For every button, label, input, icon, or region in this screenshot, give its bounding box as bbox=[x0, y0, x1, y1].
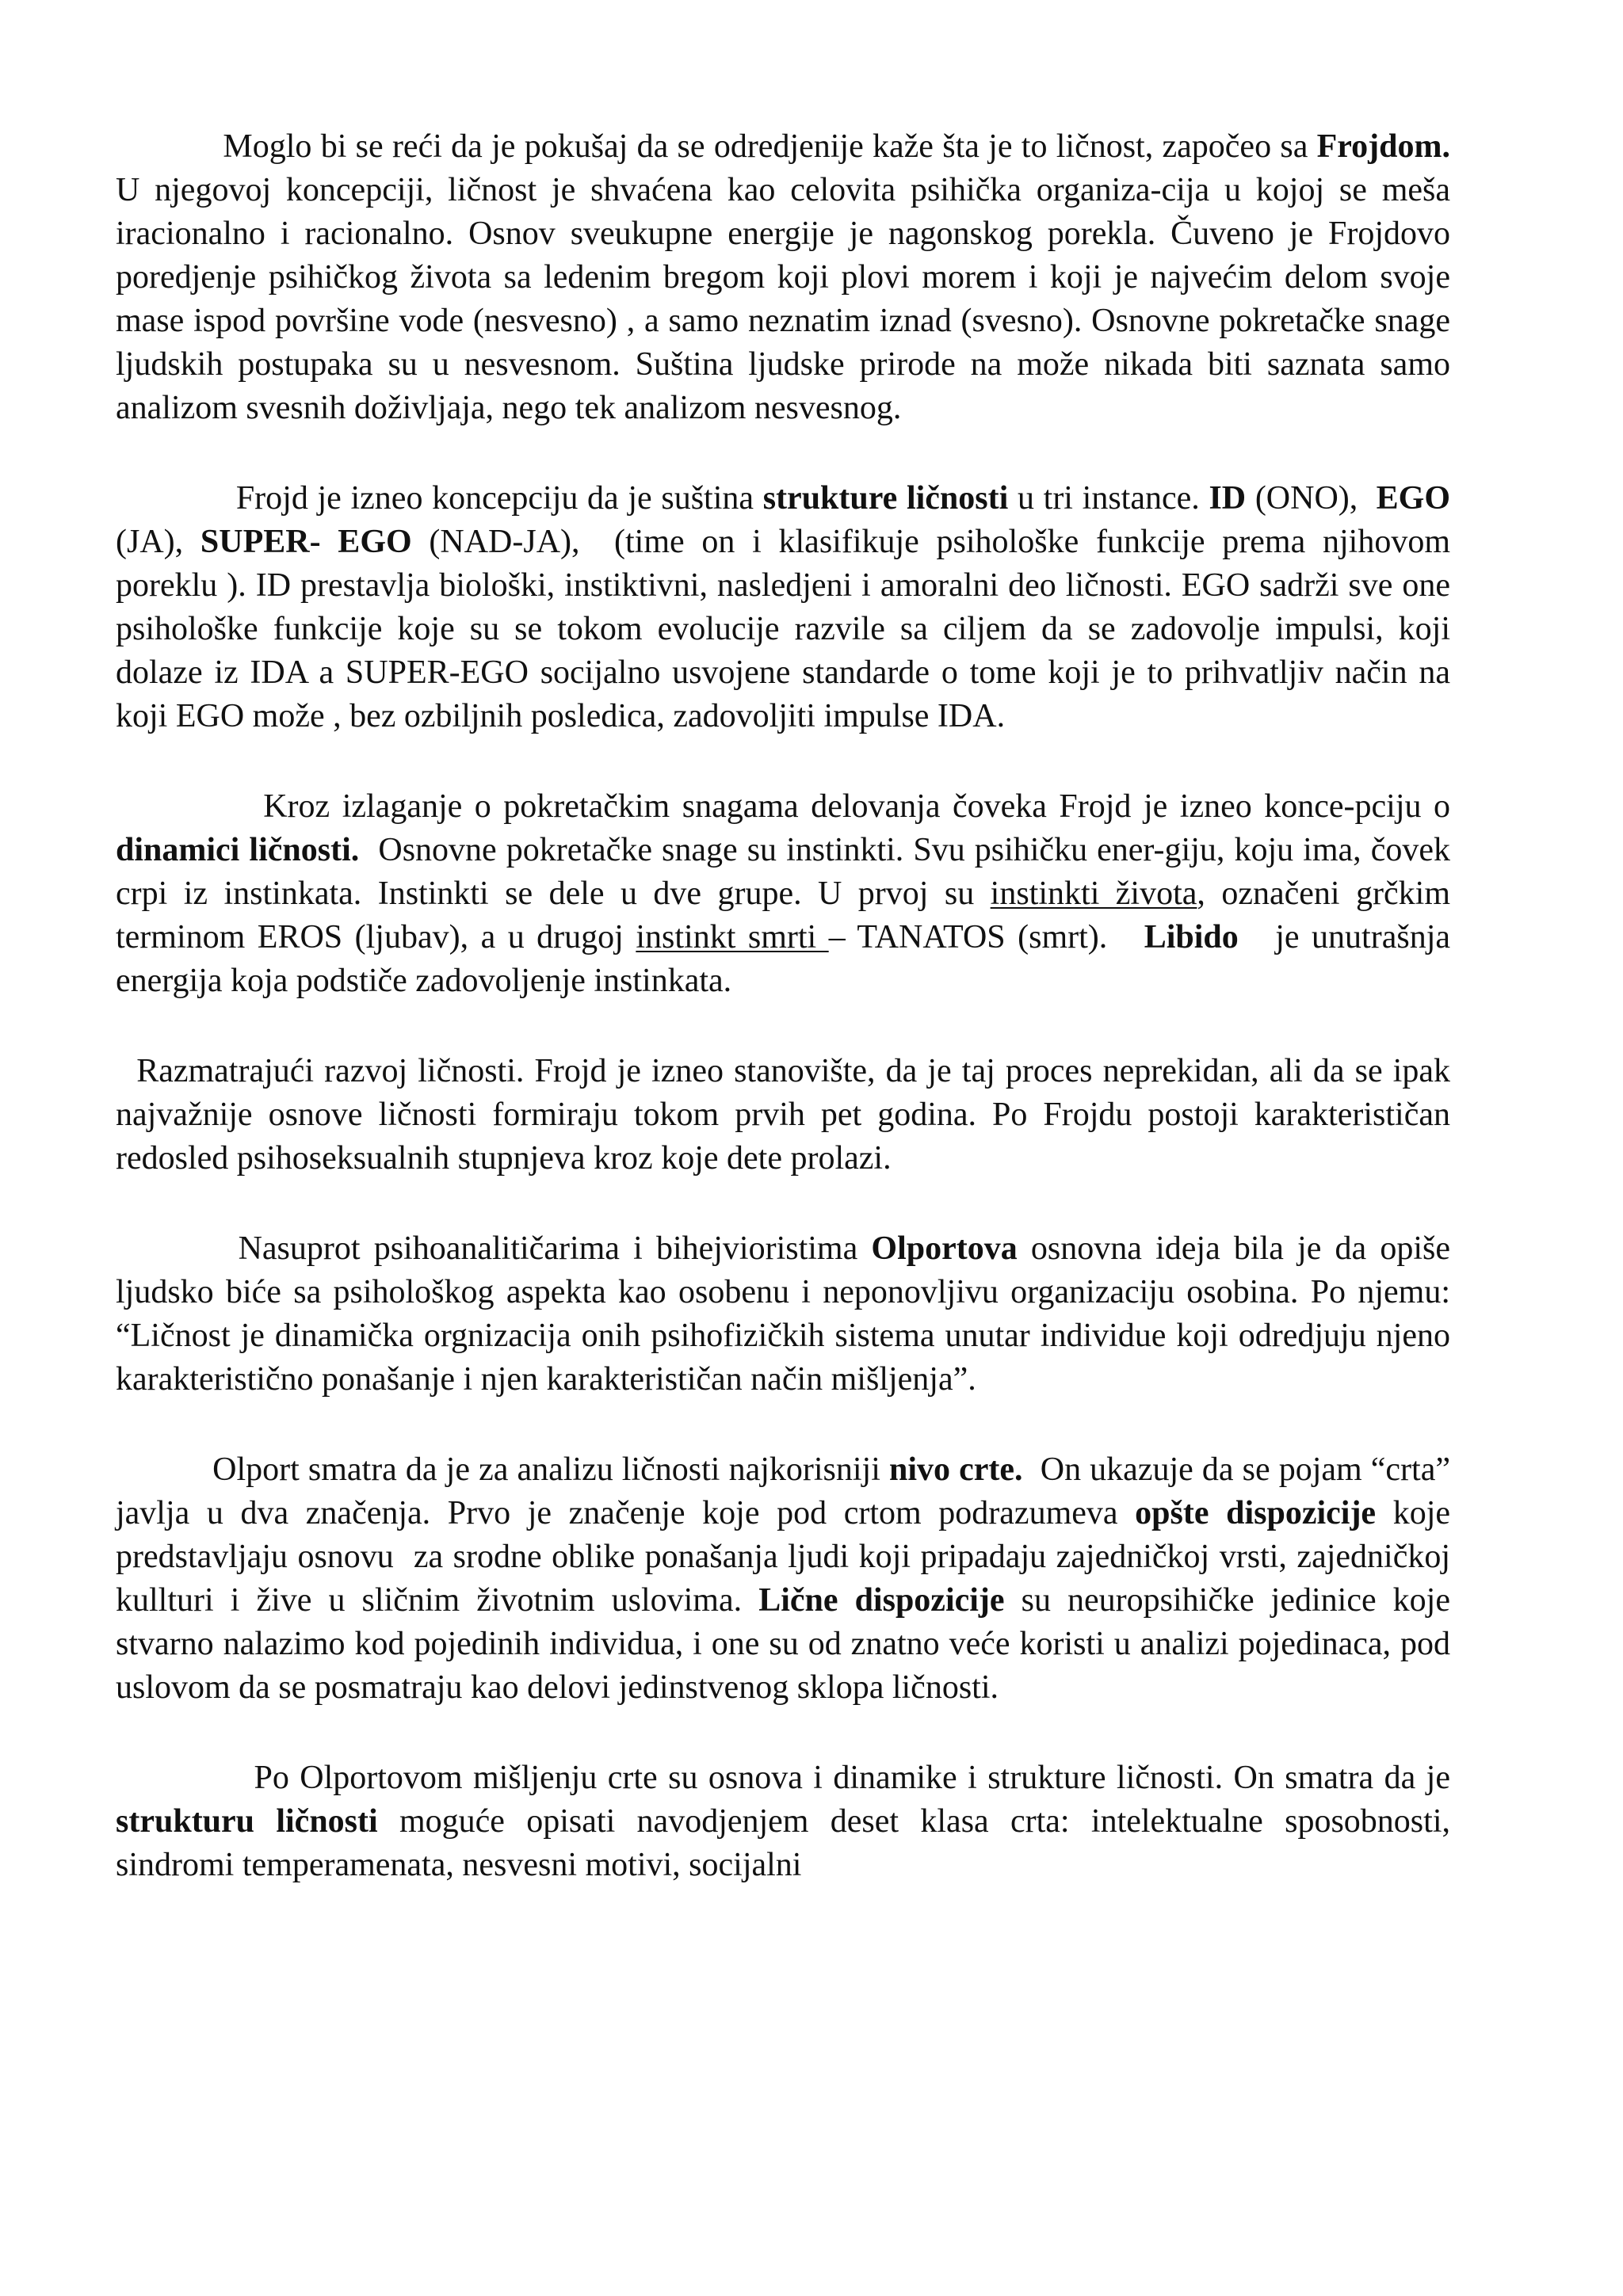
text-run: u tri instance. bbox=[1008, 480, 1209, 517]
text-run: (NAD-JA), (time on i klasifikuje psihološke funkcije prema njihovom poreklu ). ID prestavlja biološki, instiktivni, nasledjeni i amoralni deo ličnosti. EGO sadrži sve one psihološke funkcije koje su se tokom evolucije razvile sa ciljem da se zadovolje impulsi, koji dolaze iz IDA a SUPER-EGO socijalno usvojene standarde o tome koji je to prihvatljiv način na koji EGO može , bez ozbiljnih posledica, zadovoljiti impulse IDA. bbox=[116, 524, 1459, 734]
text-run: opšte dispozicije bbox=[1135, 1495, 1377, 1531]
paragraph-allport-idea bbox=[116, 1227, 1459, 1402]
text-run: koje predstavljaju osnovu za srodne oblike ponašanja ljudi koji pripadaju zajedničkoj vrsti, zajedničkoj kullturi i žive u sličnim životnim uslovima. bbox=[116, 1495, 1459, 1619]
paragraph-personality-structure bbox=[116, 477, 1459, 738]
text-run: EGO bbox=[1376, 480, 1450, 517]
paragraph-trait-classes bbox=[116, 1756, 1459, 1887]
text-run: Razmatrajući razvoj ličnosti. Frojd je izneo stanovište, da je taj proces neprekidan, ali da se ipak najvažnije osnove ličnosti formiraju tokom prvih pet godina. Po Frojdu postoji karakterističan redosled psihoseksualnih stupnjeva kroz koje dete prolazi. bbox=[116, 1053, 1459, 1177]
text-run: – TANATOS (smrt). bbox=[828, 919, 1144, 955]
text-run: Lične dispozicije bbox=[758, 1582, 1005, 1619]
text-run: U njegovoj koncepciji, ličnost je shvaćena kao celovita psihička organiza-cija u kojoj se meša iracionalno i racionalno. Osnov sveukupne energije je nagonskog porekla. Čuveno je Frojdovo poredjenje psihičkog života sa ledenim bregom koji plovi morem i koji je najvećim delom svoje mase ispod površine vode (nesvesno) , a samo neznatim iznad (svesno). Osnovne pokretačke snage ljudskih postupaka su u nesvesnom. Suština ljudske prirode na može nikada biti saznata samo analizom svesnih doživljaja, nego tek analizom nesvesnog. bbox=[116, 128, 1459, 426]
text-run: On ukazuje da se pojam “crta” javlja u dva značenja. Prvo je značenje koje pod crtom podrazumeva bbox=[116, 1451, 1459, 1531]
text-run: je unutrašnja energija koja podstiče zadovoljenje instinkata. bbox=[116, 919, 1459, 999]
text-run: (JA), bbox=[116, 480, 1459, 560]
paragraph-freud-intro bbox=[116, 125, 1459, 430]
text-run: Osnovne pokretačke snage su instinkti. Svu psihičku ener-giju, koju ima, čovek crpi iz instinkata. Instinkti se dele u dve grupe. U prvoj su bbox=[116, 832, 1459, 912]
text-run: strukture ličnosti bbox=[762, 480, 1009, 517]
text-run: su neuropsihičke jedinice koje stvarno nalazimo kod pojedinih individua, i one su od znatno veće koristi u analizi pojedinaca, pod uslovom da se posmatraju kao delovi jedinstvenog sklopa ličnosti. bbox=[116, 1582, 1459, 1706]
paragraph-trait-level bbox=[116, 1448, 1459, 1710]
text-run: Olport smatra da je za analizu ličnosti najkorisniji bbox=[116, 1451, 889, 1488]
document-page bbox=[116, 125, 1459, 1934]
text-run: instinkti života bbox=[990, 875, 1197, 912]
paragraph-personality-dynamics bbox=[116, 785, 1459, 1003]
text-run: strukturu ličnosti bbox=[116, 1803, 378, 1840]
text-run: , označeni grčkim terminom EROS (ljubav), a u drugoj bbox=[116, 875, 1459, 955]
text-run: ID bbox=[1209, 480, 1247, 517]
text-run: instinkt smrti bbox=[636, 919, 829, 955]
text-run: (ONO), bbox=[1246, 480, 1377, 517]
text-run: osnovna ideja bila je da opiše ljudsko biće sa psihološkog aspekta kao osobenu i neponovljivu organizaciju osobina. Po njemu: “Ličnost je dinamička orgnizacija onih psihofizičkih sistema unutar individue koji odredjuju njeno karakteristično ponašanje i njen karakterističan način mišljenja”. bbox=[116, 1230, 1459, 1398]
text-run: nivo crte. bbox=[889, 1451, 1023, 1488]
text-run: Libido bbox=[1144, 919, 1239, 955]
text-run: SUPER- EGO bbox=[200, 524, 412, 560]
text-run: Frojdom. bbox=[1316, 128, 1450, 165]
text-run: Moglo bi se reći da je pokušaj da se odredjenije kaže šta je to ličnost, započeo sa bbox=[116, 128, 1317, 165]
text-run: Olportova bbox=[871, 1230, 1018, 1267]
text-run: Kroz izlaganje o pokretačkim snagama delovanja čoveka Frojd je izneo konce-pciju o bbox=[116, 788, 1459, 825]
paragraph-personality-development bbox=[116, 1050, 1459, 1180]
text-run: Po Olportovom mišljenju crte su osnova i dinamike i strukture ličnosti. On smatra da je bbox=[116, 1760, 1459, 1796]
text-run: Frojd je izneo koncepciju da je suština bbox=[116, 480, 763, 517]
text-run: moguće opisati navodjenjem deset klasa crta: intelektualne sposobnosti, sindromi temperamenata, nesvesni motivi, socijalni bbox=[116, 1803, 1459, 1883]
text-run: dinamici ličnosti. bbox=[116, 832, 360, 868]
text-run: Nasuprot psihoanalitičarima i bihejvioristima bbox=[116, 1230, 872, 1267]
